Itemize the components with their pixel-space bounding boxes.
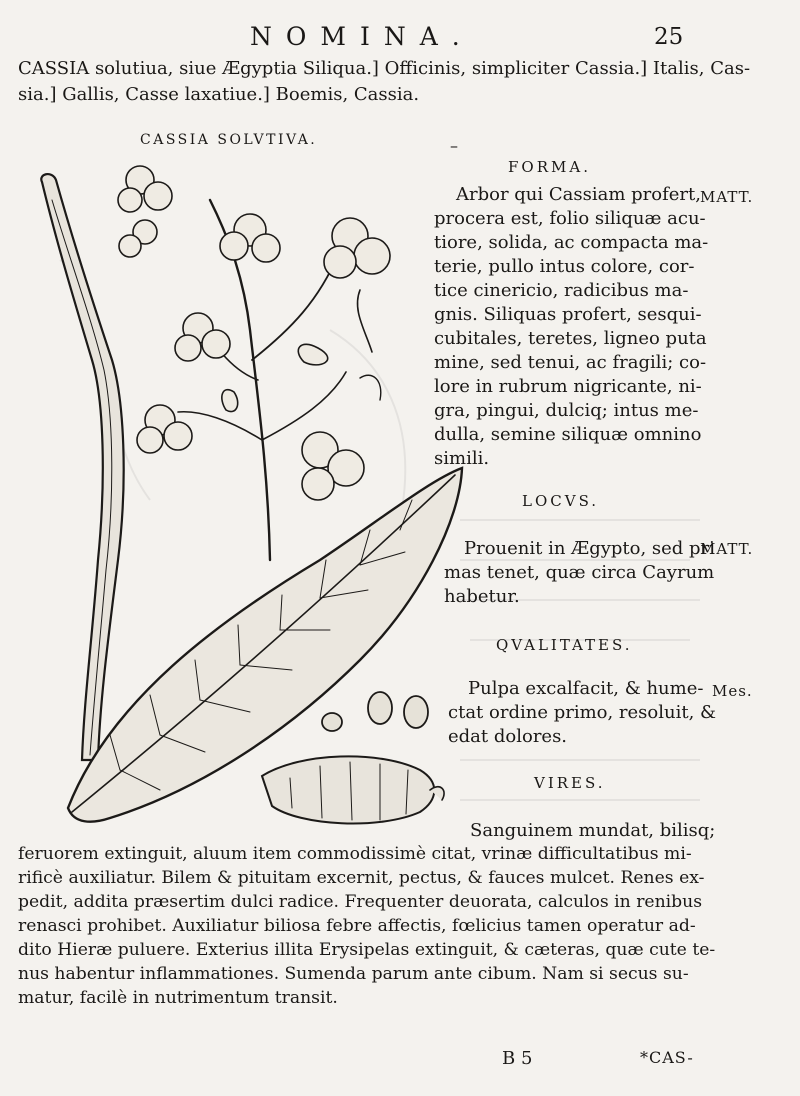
forma-line: dulla, semine siliquæ omnino (434, 424, 702, 445)
forma-line: cubitales, teretes, ligneo puta (434, 328, 707, 349)
forma-heading: FORMA. (508, 158, 591, 176)
cassia-pod-icon (41, 174, 123, 760)
forma-line: Arbor qui Cassiam profert, (456, 184, 701, 205)
vires-line: feruorem extinguit, aluum item commodissimè citat, vrinæ difficultatibus mi- (18, 844, 692, 864)
locus-heading: LOCVS. (522, 492, 600, 510)
page-number: 25 (654, 24, 684, 50)
forma-line: mine, sed tenui, ac fragili; co- (434, 352, 707, 373)
vires-line: dito Hieræ puluere. Exterius illita Erysipelas extinguit, & cæteras, quæ cute te- (18, 940, 716, 960)
vires-line: nus habentur inflammationes. Sumenda parum ante cibum. Nam si secus su- (18, 964, 689, 984)
locus-line: habetur. (444, 586, 520, 607)
vires-line: pedit, addita præsertim dulci radice. Frequenter deuorata, calculos in renibus (18, 892, 703, 912)
separator-dash: – (450, 136, 458, 155)
qualitates-line: ctat ordine primo, resoluit, & (448, 702, 717, 723)
seed-icon (322, 692, 428, 731)
vires-line: rificè auxiliatur. Bilem & pituitam excernit, pectus, & fauces mulcet. Renes ex- (18, 868, 705, 888)
forma-line: procera est, folio siliquæ acu- (434, 208, 706, 229)
qualitates-heading: QVALITATES. (496, 636, 633, 654)
pod-segment-icon (262, 756, 444, 823)
vires-line: Sanguinem mundat, bilisq; (470, 820, 716, 841)
forma-line: lore in rubrum nigricante, ni- (434, 376, 702, 397)
names-line-2: sia.] Gallis, Casse laxatiue.] Boemis, Cassia. (18, 84, 420, 105)
figure-caption: CASSIA SOLVTIVA. (140, 132, 318, 148)
forma-margin-note: MATT. (700, 188, 754, 206)
qualitates-margin-note: Mes. (712, 682, 753, 700)
forma-line: gnis. Siliquas profert, sesqui- (434, 304, 702, 325)
vires-line: matur, facilè in nutrimentum transit. (18, 988, 338, 1008)
qualitates-line: edat dolores. (448, 726, 568, 747)
locus-line: mas tenet, quæ circa Cayrum (444, 562, 715, 583)
flower-icon (118, 166, 390, 500)
catchword: *CAS- (640, 1048, 694, 1067)
forma-line: simili. (434, 448, 490, 469)
forma-line: tiore, solida, ac compacta ma- (434, 232, 709, 253)
signature-mark: B 5 (502, 1048, 533, 1069)
qualitates-line: Pulpa excalfacit, & hume- (468, 678, 704, 699)
locus-margin-note: MATT. (700, 540, 754, 558)
forma-line: gra, pingui, dulciq; intus me- (434, 400, 699, 421)
names-line-1: CASSIA solutiua, siue Ægyptia Siliqua.] Officinis, simpliciter Cassia.] Italis, Cas- (18, 58, 751, 79)
forma-line: tice cinericio, radicibus ma- (434, 280, 689, 301)
running-title: NOMINA. (250, 22, 474, 51)
vires-heading: VIRES. (534, 774, 606, 792)
locus-line: Prouenit in Ægypto, sed pri (464, 538, 715, 559)
forma-line: terie, pullo intus colore, cor- (434, 256, 695, 277)
vires-line: renasci prohibet. Auxiliatur biliosa febre affectis, fœlicius tamen operatur ad- (18, 916, 696, 936)
